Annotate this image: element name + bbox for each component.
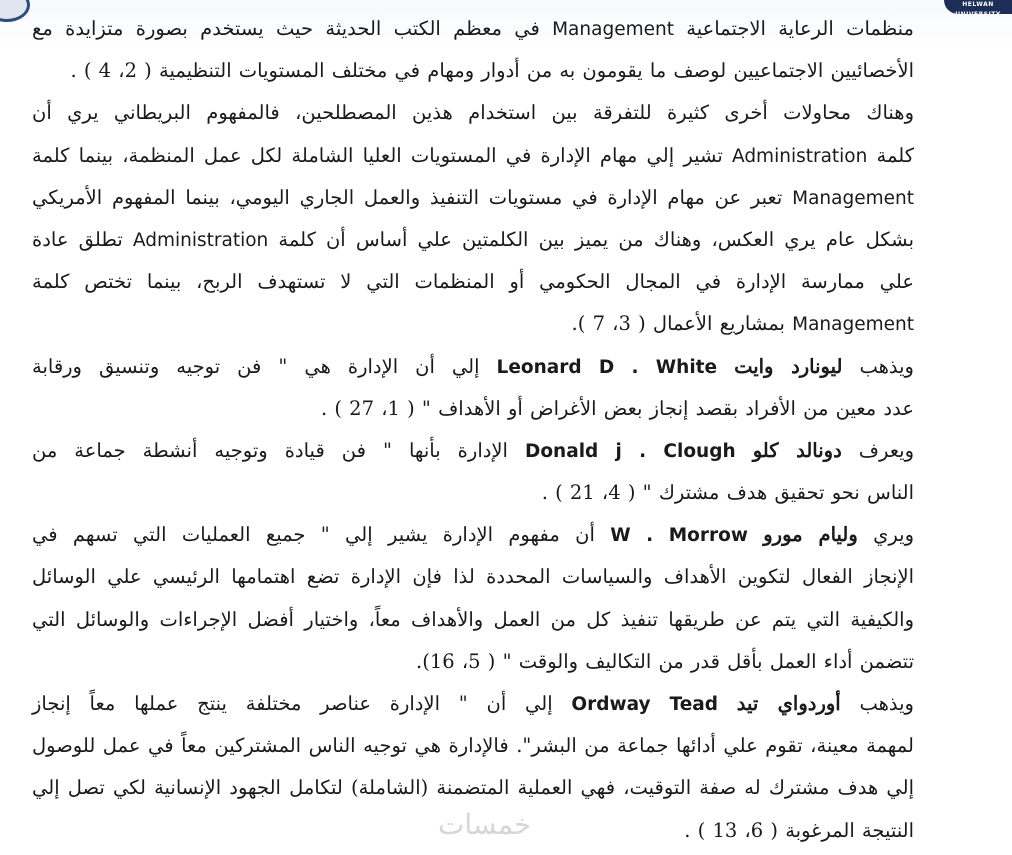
text-line xyxy=(32,641,914,683)
text-run: تعبر عن مهام الإدارة في مستويات التنفيذ والعمل الجاري اليومي، بينما المفهوم الأمريكي xyxy=(32,185,793,209)
text-run: الإنجاز الفعال لتكوين الأهداف والسياسات المحددة لذا فإن الإدارة تضع اهتمامها الرئيسي علي الوسائل xyxy=(32,565,914,589)
text-run: تطلق عادة xyxy=(32,227,133,251)
text-run: لمهمة معينة، تقوم علي أدائها جماعة من البشر". فالإدارة هي توجيه الناس المشتركين معاً في عمل للوصول xyxy=(32,734,914,758)
text-run: إلي هدف مشترك له صفة التوقيت، فهي العملية المتضمنة (الشاملة) لتكامل الجهود الإنسانية لكي تصل إلي xyxy=(32,776,914,800)
latin-term: Ordway Tead xyxy=(571,694,718,715)
text-run: ويعرف xyxy=(841,438,915,462)
paragraph xyxy=(32,346,914,430)
text-line xyxy=(32,135,914,177)
text-run: ويذهب xyxy=(840,692,914,715)
author-name: دونالد كلو xyxy=(752,438,842,462)
latin-term: Administration xyxy=(731,145,868,167)
text-line xyxy=(32,683,914,725)
text-run xyxy=(717,355,734,378)
text-line xyxy=(32,219,914,261)
text-run: تشير إلي مهام الإدارة في المستويات العليا الشاملة لكل عمل المنظمة، بينما كلمة xyxy=(32,143,732,167)
text-line xyxy=(32,472,914,514)
text-run: الإدارة بأنها " فن قيادة وتوجيه أنشطة جماعة من xyxy=(32,438,525,462)
text-line xyxy=(32,514,914,556)
watermark: خمسات xyxy=(438,808,532,841)
text-run: والكيفية التي يتم عن طريقها تنفيذ كل من العمل والأهداف معاً، واختيار أفضل الإجراءات والوسائل التي xyxy=(32,607,914,631)
latin-term: Management xyxy=(792,187,914,209)
document-body xyxy=(32,8,914,852)
text-run: كلمة xyxy=(867,143,914,167)
text-line xyxy=(32,430,914,472)
paragraph xyxy=(32,8,914,92)
latin-term: Administration xyxy=(132,229,269,251)
text-run: الناس نحو تحقيق هدف مشترك " ( 4، 21 ) . xyxy=(541,481,914,505)
text-line xyxy=(32,388,914,430)
latin-term: Management xyxy=(792,314,914,336)
author-name: ليونارد وايت xyxy=(734,354,843,378)
text-run: عدد معين من الأفراد بقصد إنجاز بعض الأغراض أو الأهداف " ( 1، 27 ) . xyxy=(320,396,914,420)
author-name: وليام مورو xyxy=(763,523,858,547)
text-run xyxy=(718,692,737,715)
text-run: أن مفهوم الإدارة يشير إلي " جميع العمليات التي تسهم في xyxy=(32,523,611,547)
paragraph xyxy=(32,514,914,683)
text-line xyxy=(32,177,914,219)
university-logo xyxy=(944,0,1012,18)
text-run: وهناك محاولات أخرى كثيرة للتفرقة بين استخدام هذين المصطلحين، فالمفهوم البريطاني يري أن xyxy=(32,101,914,125)
text-run: إلي أن " الإدارة عناصر مختلفة ينتج عملها معاً إنجاز xyxy=(32,692,572,715)
text-line xyxy=(32,8,914,50)
text-line xyxy=(32,556,914,598)
paragraph xyxy=(32,430,914,514)
latin-term: Donald j . Clough xyxy=(524,440,736,462)
text-line xyxy=(32,599,914,641)
paragraph xyxy=(32,92,914,345)
latin-term: W . Morrow xyxy=(610,525,748,547)
text-line xyxy=(32,725,914,767)
latin-term: Management xyxy=(552,19,674,40)
text-run: ويذهب xyxy=(842,354,914,378)
text-run: الأخصائيين الاجتماعيين لوصف ما يقومون به من أدوار ومهام في مختلف المستويات التنظيمية ( 2، 4 ) . xyxy=(70,59,914,83)
text-line xyxy=(32,767,914,809)
text-run: في معظم الكتب الحديثة حيث يستخدم بصورة متزايدة مع xyxy=(32,17,553,40)
university-logo-text: HELWAN UNIVERSITY xyxy=(955,1,1001,18)
text-line xyxy=(32,346,914,388)
text-run: النتيجة المرغوبة ( 6، 13 ) . xyxy=(684,818,914,842)
text-run xyxy=(748,523,763,546)
latin-term: Leonard D . White xyxy=(496,356,718,378)
text-line xyxy=(32,50,914,92)
text-line xyxy=(32,92,914,134)
text-line xyxy=(32,261,914,303)
text-line xyxy=(32,303,914,345)
university-seal xyxy=(0,0,30,22)
author-name: أوردواي تيد xyxy=(736,692,841,715)
text-run: بمشاريع الأعمال ( 3، 7 ). xyxy=(571,312,793,336)
text-run: ويري xyxy=(857,523,914,547)
text-run: إلي أن الإدارة هي " فن توجيه وتنسيق ورقابة xyxy=(32,354,497,378)
text-run: تتضمن أداء العمل بأقل قدر من التكاليف والوقت " ( 5، 16). xyxy=(416,649,914,673)
text-run xyxy=(736,439,753,462)
text-run: علي ممارسة الإدارة في المجال الحكومي أو المنظمات التي لا تستهدف الربح، بينما تختص كلمة xyxy=(32,270,914,294)
text-run: منظمات الرعاية الاجتماعية xyxy=(673,17,914,40)
text-run: بشكل عام يري العكس، وهناك من يميز بين الكلمتين علي أساس أن كلمة xyxy=(268,227,915,251)
